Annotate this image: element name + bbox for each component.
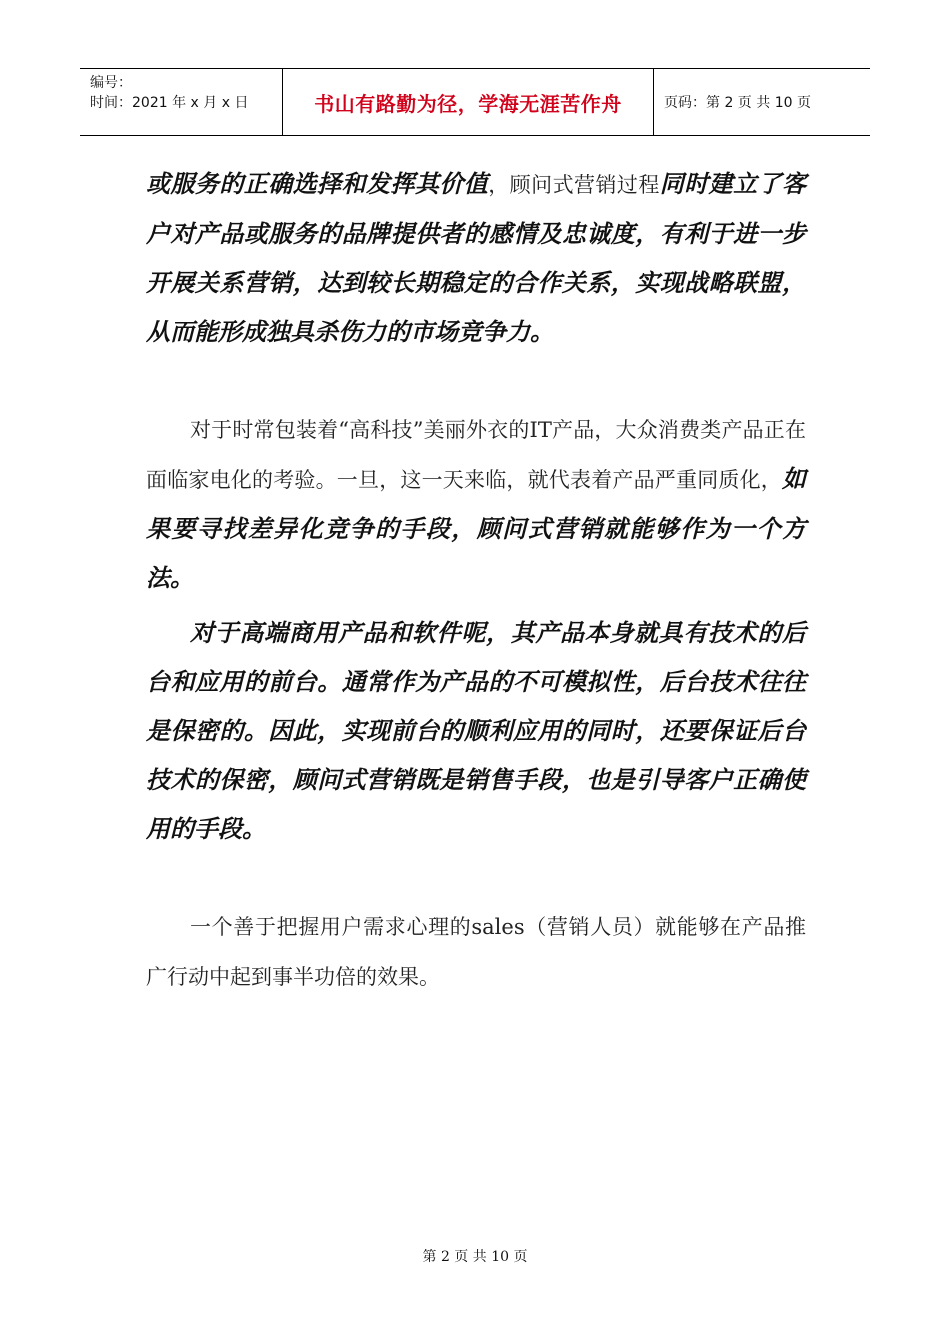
page-header (80, 68, 870, 136)
document-body (146, 160, 806, 1002)
header-meta (80, 69, 282, 135)
paragraph-4-plain: 一个善于把握用户需求心理的sales（营销人员）就能够在产品推广行动中起到事半功倍的效果。 (146, 915, 806, 989)
document-number-label: 编号： (90, 75, 132, 91)
header-motto: 书山有路勤为径，学海无涯苦作舟 (282, 69, 654, 135)
paragraph-2-plain: 对于时常包装着“高科技”美丽外衣的IT产品，大众消费类产品正在面临家电化的考验。一旦，这一天来临，就代表着产品严重同质化， (146, 418, 806, 492)
paragraph-1-emphasis-a: 或服务的正确选择和发挥其价值 (146, 170, 489, 198)
paragraph-1-plain: ，顾问式营销过程 (488, 173, 660, 197)
paragraph-spacer (146, 854, 806, 902)
paragraph-1-emphasis-b: 同时建立了客户对产品或服务的品牌提供者的感情及忠诚度，有利于进一步开展关系营销，达到较长期稳定的合作关系，实现战略联盟，从而能形成独具杀伤力的市场竞争力。 (146, 170, 807, 346)
paragraph-4 (146, 902, 806, 1002)
paragraph-3-emphasis: 对于高端商用产品和软件呢，其产品本身就具有技术的后台和应用的前台。通常作为产品的不可模拟性，后台技术往往是保密的。因此，实现前台的顺利应用的同时，还要保证后台技术的保密，顾问式营销既是销售手段，也是引导客户正确使用的手段。 (146, 619, 806, 843)
document-time-label: 时间：2021 年 x 月 x 日 (90, 95, 249, 111)
page-footer: 第 2 页 共 10 页 (422, 1249, 528, 1265)
paragraph-2 (146, 405, 806, 603)
paragraph-2-emphasis: 如果要寻找差异化竞争的手段，顾问式营销就能够作为一个方法。 (146, 465, 806, 592)
paragraph-1 (146, 160, 806, 357)
paragraph-3 (146, 609, 806, 854)
header-page-info: 页码：第 2 页 共 10 页 (664, 95, 811, 111)
paragraph-spacer (146, 357, 806, 405)
